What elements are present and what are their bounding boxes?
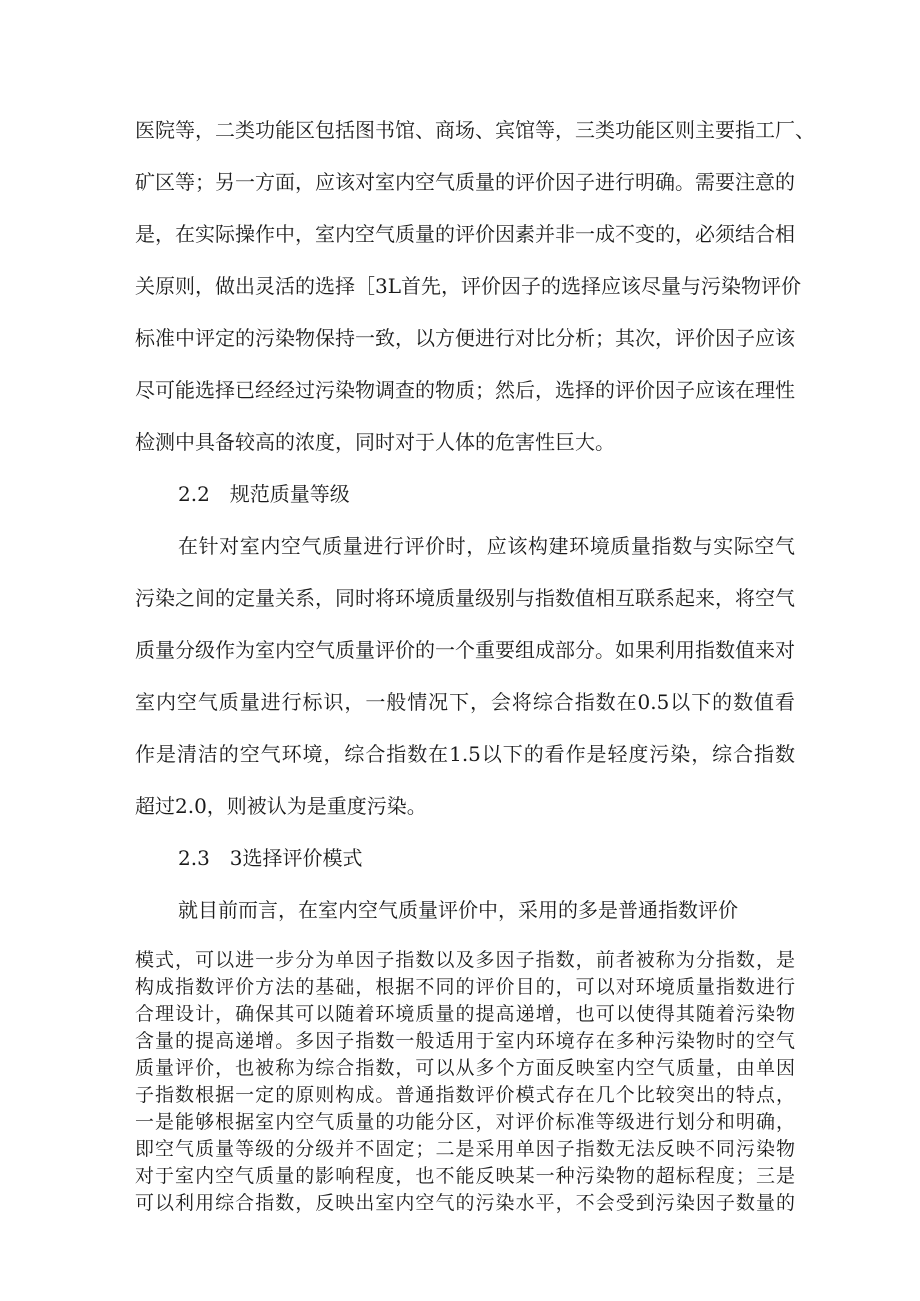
paragraph-line: 一是能够根据室内空气质量的功能分区，对评价标准等级进行划分和明确， — [135, 1111, 795, 1133]
paragraph-line: 矿区等；另一方面，应该对室内空气质量的评价因子进行明确。需要注意的 — [135, 170, 795, 194]
paragraph-line: 合理设计，确保其可以随着环境质量的提高递增，也可以使得其随着污染物 — [135, 1003, 795, 1025]
paragraph-line: 子指数根据一定的原则构成。普通指数评价模式存在几个比较突出的特点， — [135, 1084, 795, 1106]
paragraph-line: 质量评价，也被称为综合指数，可以从多个方面反映室内空气质量，由单因 — [135, 1057, 795, 1079]
section-heading-2-2: 2.2 规范质量等级 — [178, 482, 350, 506]
paragraph-line: 在针对室内空气质量进行评价时，应该构建环境质量指数与实际空气 — [178, 534, 795, 558]
paragraph-line: 模式，可以进一步分为单因子指数以及多因子指数，前者被称为分指数，是 — [135, 949, 795, 971]
paragraph-line: 是，在实际操作中，室内空气质量的评价因素并非一成不变的，必须结合相 — [135, 222, 795, 246]
paragraph-line: 医院等，二类功能区包括图书馆、商场、宾馆等，三类功能区则主要指工厂、 — [135, 118, 815, 142]
paragraph-line: 即空气质量等级的分级并不固定；二是采用单因子指数无法反映不同污染物 — [135, 1138, 795, 1160]
paragraph-line: 标准中评定的污染物保持一致，以方便进行对比分析；其次，评价因子应该 — [135, 326, 795, 350]
paragraph-line: 含量的提高递增。多因子指数一般适用于室内环境存在多种污染物时的空气 — [135, 1030, 795, 1052]
paragraph-line: 尽可能选择已经经过污染物调查的物质；然后，选择的评价因子应该在理性 — [135, 378, 795, 402]
paragraph-line: 质量分级作为室内空气质量评价的一个重要组成部分。如果利用指数值来对 — [135, 638, 795, 662]
paragraph-line: 作是清洁的空气环境，综合指数在1.5以下的看作是轻度污染，综合指数 — [135, 742, 795, 766]
paragraph-line: 对于室内空气质量的影响程度，也不能反映某一种污染物的超标程度；三是 — [135, 1165, 795, 1187]
paragraph-line: 超过2.0，则被认为是重度污染。 — [135, 794, 427, 818]
paragraph-line: 污染之间的定量关系，同时将环境质量级别与指数值相互联系起来，将空气 — [135, 586, 795, 610]
paragraph-line: 可以利用综合指数，反映出室内空气的污染水平，不会受到污染因子数量的 — [135, 1192, 795, 1214]
section-heading-2-3: 2.3 3选择评价模式 — [178, 846, 363, 870]
paragraph-line: 关原则，做出灵活的选择［3L首先，评价因子的选择应该尽量与污染物评价 — [135, 274, 802, 298]
paragraph-line: 就目前而言，在室内空气质量评价中，采用的多是普通指数评价 — [178, 898, 738, 922]
paragraph-line: 构成指数评价方法的基础，根据不同的评价目的，可以对环境质量指数进行 — [135, 976, 795, 998]
paragraph-line: 室内空气质量进行标识，一般情况下，会将综合指数在0.5以下的数值看 — [135, 690, 795, 714]
paragraph-line: 检测中具备较高的浓度，同时对于人体的危害性巨大。 — [135, 430, 615, 454]
